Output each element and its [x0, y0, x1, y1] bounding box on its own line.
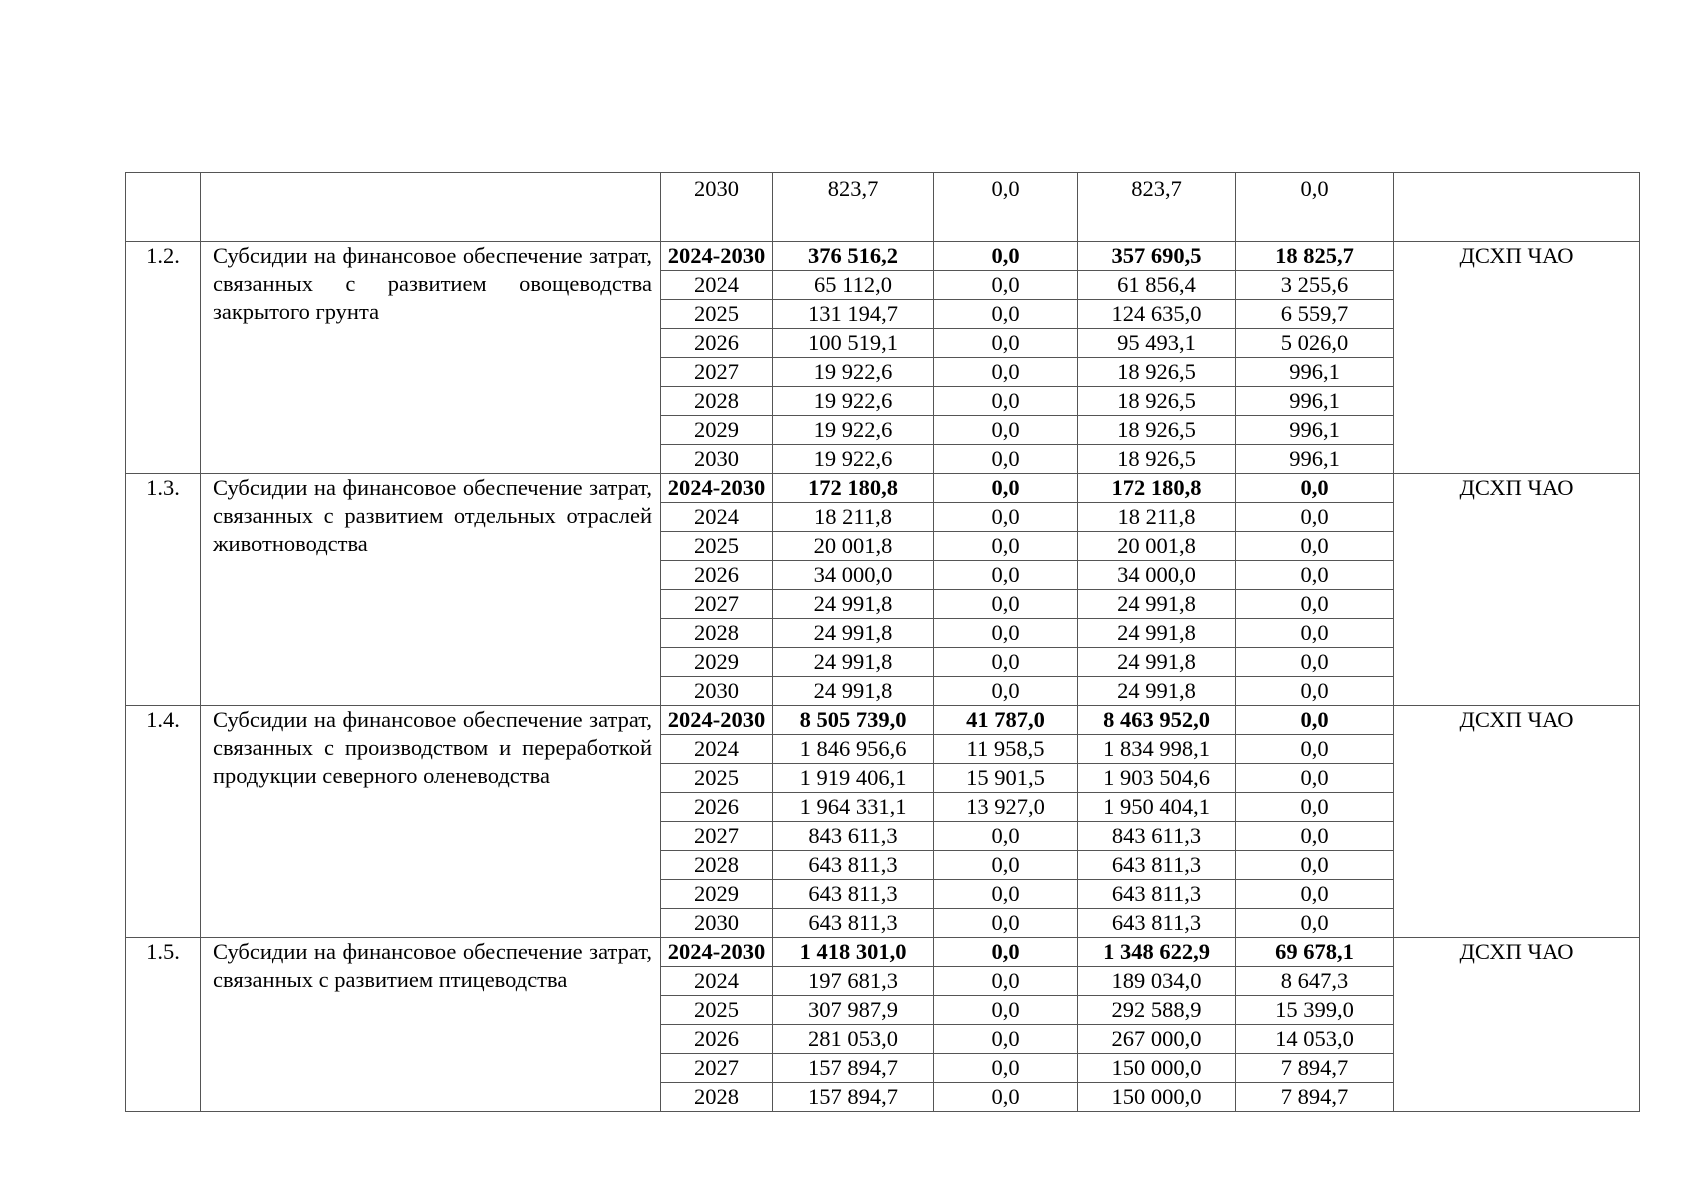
year-cell: 2025	[661, 996, 773, 1025]
value-cell-federal: 0,0	[934, 532, 1078, 561]
year-cell: 2029	[661, 416, 773, 445]
value-cell-regional: 124 635,0	[1078, 300, 1236, 329]
value-cell-other: 0,0	[1236, 503, 1394, 532]
budget-table	[125, 172, 1640, 1112]
value-cell-total: 307 987,9	[773, 996, 934, 1025]
value-cell-federal: 0,0	[934, 822, 1078, 851]
year-cell: 2029	[661, 648, 773, 677]
value-cell-total: 8 505 739,0	[773, 706, 934, 735]
year-cell: 2027	[661, 822, 773, 851]
value-cell-regional: 172 180,8	[1078, 474, 1236, 503]
value-cell-regional: 20 001,8	[1078, 532, 1236, 561]
table-row-total	[126, 242, 1640, 271]
year-cell: 2028	[661, 387, 773, 416]
value-cell-other: 6 559,7	[1236, 300, 1394, 329]
year-cell: 2024-2030	[661, 242, 773, 271]
value-cell-other: 69 678,1	[1236, 938, 1394, 967]
value-cell-total: 19 922,6	[773, 387, 934, 416]
value-cell-total: 157 894,7	[773, 1083, 934, 1112]
value-cell-other: 0,0	[1236, 532, 1394, 561]
year-cell: 2027	[661, 358, 773, 387]
section-number: 1.3.	[126, 474, 201, 706]
year-cell: 2024-2030	[661, 938, 773, 967]
value-cell-total: 376 516,2	[773, 242, 934, 271]
year-cell: 2027	[661, 590, 773, 619]
year-cell: 2030	[661, 677, 773, 706]
value-cell-federal: 0,0	[934, 938, 1078, 967]
value-cell-total: 100 519,1	[773, 329, 934, 358]
value-cell-federal: 41 787,0	[934, 706, 1078, 735]
value-cell-regional: 18 926,5	[1078, 445, 1236, 474]
value-cell-other: 0,0	[1236, 173, 1394, 242]
table-row-total	[126, 938, 1640, 967]
section-number: 1.5.	[126, 938, 201, 1112]
value-cell-regional: 843 611,3	[1078, 822, 1236, 851]
year-cell: 2024	[661, 735, 773, 764]
value-cell-federal: 0,0	[934, 590, 1078, 619]
responsible-executor: ДСХП ЧАО	[1394, 706, 1640, 938]
value-cell-total: 24 991,8	[773, 590, 934, 619]
value-cell-total: 643 811,3	[773, 909, 934, 938]
value-cell-total: 1 418 301,0	[773, 938, 934, 967]
value-cell-total: 19 922,6	[773, 416, 934, 445]
value-cell-regional: 18 926,5	[1078, 416, 1236, 445]
value-cell-federal: 0,0	[934, 271, 1078, 300]
section-number: 1.2.	[126, 242, 201, 474]
value-cell-other: 996,1	[1236, 358, 1394, 387]
section-name: Субсидии на финансовое обеспечение затрат, связанных с производством и переработкой продукции северного оленеводства	[201, 706, 661, 938]
value-cell-other: 0,0	[1236, 793, 1394, 822]
value-cell-federal: 15 901,5	[934, 764, 1078, 793]
year-cell: 2024-2030	[661, 474, 773, 503]
table-row-total	[126, 706, 1640, 735]
year-cell: 2024	[661, 503, 773, 532]
value-cell-regional: 1 834 998,1	[1078, 735, 1236, 764]
value-cell-other: 14 053,0	[1236, 1025, 1394, 1054]
value-cell-federal: 0,0	[934, 1025, 1078, 1054]
value-cell-federal: 0,0	[934, 387, 1078, 416]
responsible-cell	[1394, 173, 1640, 242]
value-cell-federal: 0,0	[934, 967, 1078, 996]
value-cell-federal: 0,0	[934, 173, 1078, 242]
value-cell-federal: 0,0	[934, 996, 1078, 1025]
section-number: 1.4.	[126, 706, 201, 938]
value-cell-federal: 0,0	[934, 445, 1078, 474]
year-cell: 2024	[661, 967, 773, 996]
value-cell-regional: 24 991,8	[1078, 648, 1236, 677]
value-cell-federal: 0,0	[934, 1054, 1078, 1083]
value-cell-other: 0,0	[1236, 590, 1394, 619]
value-cell-other: 0,0	[1236, 648, 1394, 677]
value-cell-total: 19 922,6	[773, 445, 934, 474]
value-cell-federal: 0,0	[934, 648, 1078, 677]
value-cell-federal: 0,0	[934, 474, 1078, 503]
year-cell: 2025	[661, 532, 773, 561]
table-row	[126, 173, 1640, 242]
year-cell: 2030	[661, 909, 773, 938]
value-cell-regional: 1 950 404,1	[1078, 793, 1236, 822]
value-cell-total: 643 811,3	[773, 851, 934, 880]
value-cell-total: 1 846 956,6	[773, 735, 934, 764]
value-cell-regional: 8 463 952,0	[1078, 706, 1236, 735]
value-cell-other: 7 894,7	[1236, 1054, 1394, 1083]
value-cell-federal: 0,0	[934, 677, 1078, 706]
value-cell-other: 0,0	[1236, 619, 1394, 648]
value-cell-total: 157 894,7	[773, 1054, 934, 1083]
value-cell-other: 0,0	[1236, 735, 1394, 764]
value-cell-regional: 95 493,1	[1078, 329, 1236, 358]
year-cell: 2025	[661, 764, 773, 793]
value-cell-regional: 18 926,5	[1078, 358, 1236, 387]
year-cell: 2029	[661, 880, 773, 909]
responsible-executor: ДСХП ЧАО	[1394, 474, 1640, 706]
number-cell	[126, 173, 201, 242]
value-cell-federal: 0,0	[934, 880, 1078, 909]
value-cell-federal: 0,0	[934, 619, 1078, 648]
section-name: Субсидии на финансовое обеспечение затрат, связанных с развитием птицеводства	[201, 938, 661, 1112]
value-cell-total: 131 194,7	[773, 300, 934, 329]
value-cell-federal: 0,0	[934, 329, 1078, 358]
value-cell-other: 7 894,7	[1236, 1083, 1394, 1112]
value-cell-total: 20 001,8	[773, 532, 934, 561]
value-cell-other: 18 825,7	[1236, 242, 1394, 271]
value-cell-regional: 189 034,0	[1078, 967, 1236, 996]
year-cell: 2028	[661, 619, 773, 648]
value-cell-total: 643 811,3	[773, 880, 934, 909]
value-cell-total: 24 991,8	[773, 648, 934, 677]
value-cell-total: 843 611,3	[773, 822, 934, 851]
value-cell-other: 8 647,3	[1236, 967, 1394, 996]
responsible-executor: ДСХП ЧАО	[1394, 242, 1640, 474]
year-cell: 2026	[661, 793, 773, 822]
value-cell-other: 5 026,0	[1236, 329, 1394, 358]
value-cell-regional: 357 690,5	[1078, 242, 1236, 271]
value-cell-other: 3 255,6	[1236, 271, 1394, 300]
table-row-total	[126, 474, 1640, 503]
value-cell-other: 996,1	[1236, 445, 1394, 474]
value-cell-regional: 24 991,8	[1078, 677, 1236, 706]
value-cell-total: 19 922,6	[773, 358, 934, 387]
value-cell-other: 0,0	[1236, 474, 1394, 503]
value-cell-total: 1 964 331,1	[773, 793, 934, 822]
value-cell-federal: 0,0	[934, 416, 1078, 445]
value-cell-federal: 0,0	[934, 358, 1078, 387]
value-cell-regional: 643 811,3	[1078, 909, 1236, 938]
value-cell-federal: 11 958,5	[934, 735, 1078, 764]
value-cell-regional: 34 000,0	[1078, 561, 1236, 590]
value-cell-regional: 1 348 622,9	[1078, 938, 1236, 967]
value-cell-regional: 823,7	[1078, 173, 1236, 242]
year-cell: 2030	[661, 173, 773, 242]
value-cell-total: 18 211,8	[773, 503, 934, 532]
value-cell-other: 0,0	[1236, 909, 1394, 938]
value-cell-other: 0,0	[1236, 851, 1394, 880]
value-cell-federal: 13 927,0	[934, 793, 1078, 822]
value-cell-other: 996,1	[1236, 416, 1394, 445]
year-cell: 2028	[661, 851, 773, 880]
value-cell-federal: 0,0	[934, 909, 1078, 938]
value-cell-regional: 18 211,8	[1078, 503, 1236, 532]
year-cell: 2026	[661, 1025, 773, 1054]
value-cell-total: 197 681,3	[773, 967, 934, 996]
year-cell: 2028	[661, 1083, 773, 1112]
value-cell-regional: 24 991,8	[1078, 619, 1236, 648]
year-cell: 2026	[661, 329, 773, 358]
year-cell: 2030	[661, 445, 773, 474]
value-cell-regional: 24 991,8	[1078, 590, 1236, 619]
value-cell-total: 65 112,0	[773, 271, 934, 300]
value-cell-regional: 292 588,9	[1078, 996, 1236, 1025]
value-cell-regional: 643 811,3	[1078, 880, 1236, 909]
value-cell-total: 24 991,8	[773, 619, 934, 648]
section-name: Субсидии на финансовое обеспечение затрат, связанных с развитием овощеводства закрытого грунта	[201, 242, 661, 474]
value-cell-other: 0,0	[1236, 561, 1394, 590]
value-cell-total: 172 180,8	[773, 474, 934, 503]
value-cell-other: 15 399,0	[1236, 996, 1394, 1025]
value-cell-total: 823,7	[773, 173, 934, 242]
year-cell: 2025	[661, 300, 773, 329]
year-cell: 2026	[661, 561, 773, 590]
value-cell-other: 0,0	[1236, 764, 1394, 793]
value-cell-other: 0,0	[1236, 706, 1394, 735]
value-cell-regional: 1 903 504,6	[1078, 764, 1236, 793]
responsible-executor: ДСХП ЧАО	[1394, 938, 1640, 1112]
value-cell-total: 281 053,0	[773, 1025, 934, 1054]
name-cell	[201, 173, 661, 242]
value-cell-federal: 0,0	[934, 851, 1078, 880]
value-cell-total: 34 000,0	[773, 561, 934, 590]
value-cell-federal: 0,0	[934, 503, 1078, 532]
section-name: Субсидии на финансовое обеспечение затрат, связанных с развитием отдельных отраслей животноводства	[201, 474, 661, 706]
value-cell-regional: 643 811,3	[1078, 851, 1236, 880]
value-cell-other: 0,0	[1236, 677, 1394, 706]
value-cell-total: 1 919 406,1	[773, 764, 934, 793]
value-cell-other: 0,0	[1236, 822, 1394, 851]
value-cell-federal: 0,0	[934, 561, 1078, 590]
table-body	[126, 173, 1640, 1112]
value-cell-regional: 18 926,5	[1078, 387, 1236, 416]
value-cell-regional: 61 856,4	[1078, 271, 1236, 300]
year-cell: 2024-2030	[661, 706, 773, 735]
value-cell-federal: 0,0	[934, 242, 1078, 271]
value-cell-regional: 150 000,0	[1078, 1083, 1236, 1112]
value-cell-other: 0,0	[1236, 880, 1394, 909]
value-cell-regional: 267 000,0	[1078, 1025, 1236, 1054]
value-cell-regional: 150 000,0	[1078, 1054, 1236, 1083]
value-cell-total: 24 991,8	[773, 677, 934, 706]
value-cell-other: 996,1	[1236, 387, 1394, 416]
year-cell: 2027	[661, 1054, 773, 1083]
year-cell: 2024	[661, 271, 773, 300]
value-cell-federal: 0,0	[934, 1083, 1078, 1112]
value-cell-federal: 0,0	[934, 300, 1078, 329]
